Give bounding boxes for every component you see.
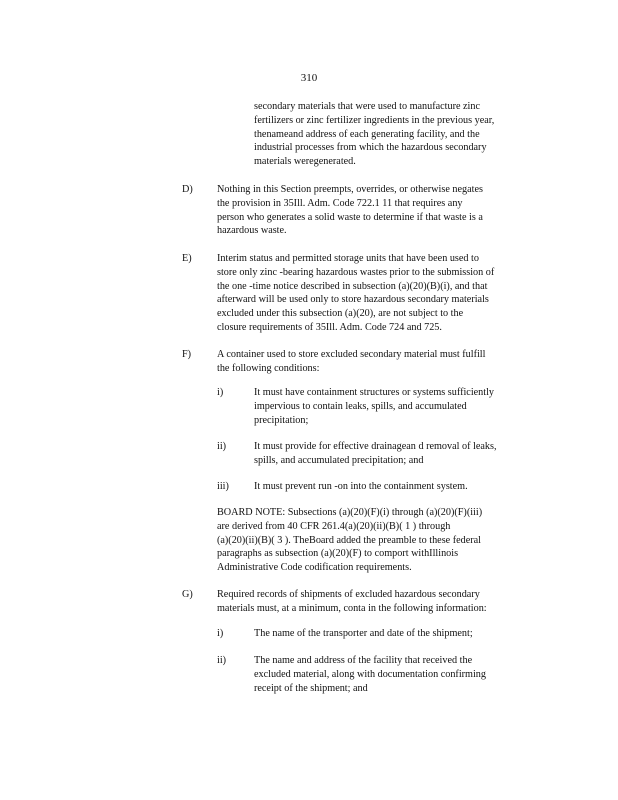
- subitem-line: It must provide for effective drainagean d removal of leaks,: [254, 441, 497, 452]
- subitem-line: The name and address of the facility that received the: [254, 655, 473, 666]
- item-line: A container used to store excluded secondary material must fulfill: [217, 349, 486, 360]
- item-line: person who generates a solid waste to determine if that waste is a: [217, 211, 483, 223]
- intro-paragraph: [254, 100, 520, 169]
- subitem-label-g-i: i): [217, 628, 224, 639]
- subitem-line: impervious to contain leaks, spills, and accumulated: [254, 400, 467, 412]
- subitem-line: spills, and accumulated precipitation; and: [254, 454, 424, 466]
- item-line: Interim status and permitted storage units that have been used to: [217, 253, 479, 264]
- item-label-e: E): [182, 253, 192, 264]
- item-line: excluded under this subsection (a)(20), are not subject to the: [217, 308, 464, 320]
- subitem-paragraph-f-i: [254, 386, 530, 427]
- item-line: Nothing in this Section preempts, overrides, or otherwise negates: [217, 184, 483, 195]
- board-note-line: Administrative Code codification requirements.: [217, 562, 412, 574]
- subitem-paragraph-f-iii: [254, 480, 504, 494]
- intro-line: industrial processes from which the hazardous secondary: [254, 142, 487, 154]
- subitem-label-g-ii: ii): [217, 655, 227, 666]
- item-paragraph-g: [217, 588, 525, 616]
- subitem-line: The name of the transporter and date of the shipment;: [254, 628, 473, 639]
- intro-line: secondary materials that were used to manufacture zinc: [254, 101, 481, 112]
- page-number: 310: [300, 72, 318, 84]
- item-label-g: G): [182, 589, 193, 600]
- subitem-label-f-iii: iii): [217, 481, 229, 492]
- intro-line: materials weregenerated.: [254, 156, 356, 168]
- board-note-line: are derived from 40 CFR 261.4(a)(20)(ii)(B)( 1 ) through: [217, 520, 451, 532]
- subitem-line: precipitation;: [254, 414, 309, 426]
- item-paragraph-d: [217, 183, 533, 238]
- item-label-f: F): [182, 349, 192, 360]
- subitem-label-f-i: i): [217, 387, 224, 398]
- subitem-label-f-ii: ii): [217, 441, 227, 452]
- board-note-line: paragraphs as subsection (a)(20)(F) to comport withIllinois: [217, 548, 459, 560]
- item-line: materials must, at a minimum, conta in the following information:: [217, 602, 487, 614]
- subitem-line: It must prevent run -on into the containment system.: [254, 481, 468, 492]
- subitem-paragraph-f-ii: [254, 440, 536, 468]
- item-line: Required records of shipments of excluded hazardous secondary: [217, 589, 480, 600]
- intro-line: fertilizers or zinc fertilizer ingredients in the previous year,: [254, 114, 495, 126]
- item-label-d: D): [182, 184, 193, 195]
- item-line: closure requirements of 35Ill. Adm. Code 724 and 725.: [217, 321, 442, 333]
- board-note: [217, 506, 521, 575]
- item-paragraph-e: [217, 252, 539, 335]
- item-line: the provision in 35Ill. Adm. Code 722.1 11 that requires any: [217, 197, 463, 209]
- board-note-line: BOARD NOTE: Subsections (a)(20)(F)(i) through (a)(20)(F)(iii): [217, 507, 483, 518]
- item-line: afterward will be used only to store hazardous secondary materials: [217, 294, 489, 306]
- item-line: hazardous waste.: [217, 225, 287, 237]
- item-paragraph-f: [217, 348, 535, 376]
- subitem-line: receipt of the shipment; and: [254, 682, 368, 694]
- subitem-paragraph-g-i: [254, 627, 516, 641]
- subitem-paragraph-g-ii: [254, 654, 520, 695]
- item-line: the following conditions:: [217, 362, 320, 374]
- intro-line: thenameand address of each generating facility, and the: [254, 128, 480, 140]
- item-line: store only zinc -bearing hazardous wastes prior to the submission of: [217, 266, 495, 278]
- subitem-line: excluded material, along with documentation confirming: [254, 668, 486, 680]
- item-line: the one -time notice described in subsection (a)(20)(B)(i), and that: [217, 280, 488, 292]
- subitem-line: It must have containment structures or systems sufficiently: [254, 387, 495, 398]
- board-note-line: (a)(20)(ii)(B)( 3 ). TheBoard added the preamble to these federal: [217, 534, 482, 546]
